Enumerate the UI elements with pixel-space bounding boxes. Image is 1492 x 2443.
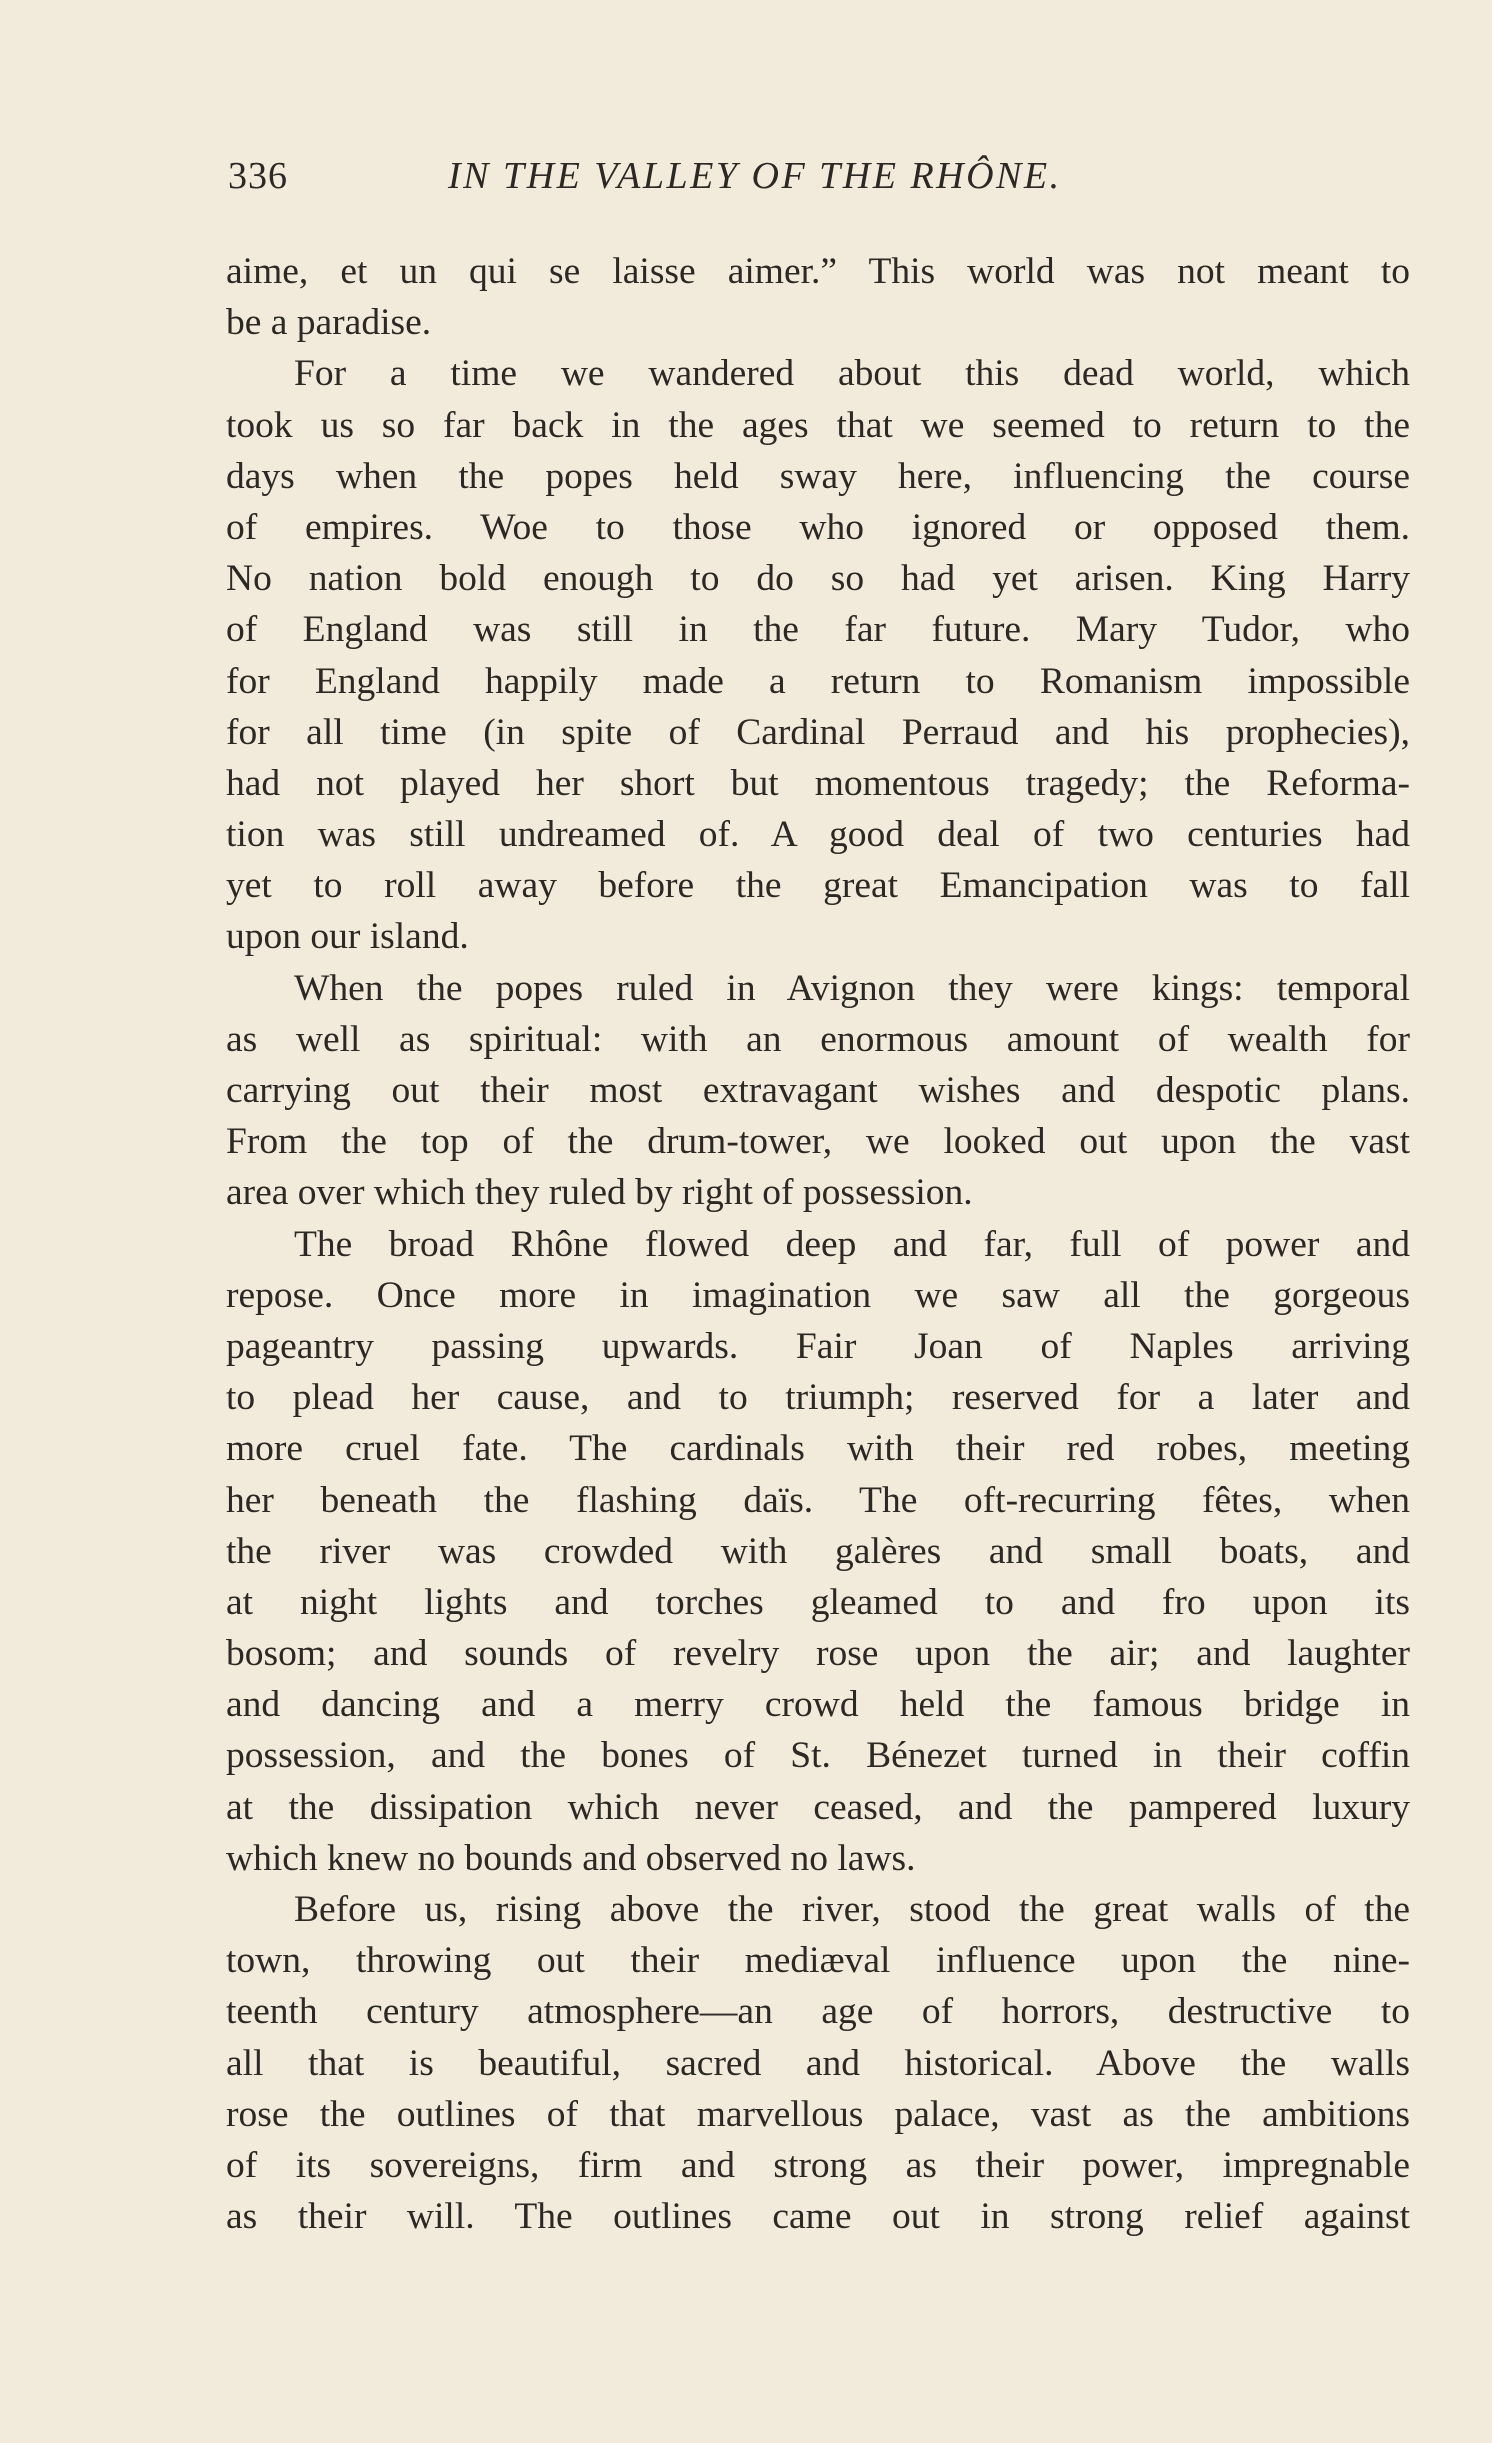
text-line: of its sovereigns, firm and strong as their power, impregnable (226, 2144, 1410, 2186)
text-line: as well as spiritual: with an enormous amount of wealth for (226, 1018, 1410, 1060)
text-line: yet to roll away before the great Emancipation was to fall (226, 865, 1410, 907)
text-line: of empires. Woe to those who ignored or opposed them. (226, 506, 1410, 548)
text-line: No nation bold enough to do so had yet arisen. King Harry (226, 558, 1410, 600)
text-line: for all time (in spite of Cardinal Perraud and his prophecies), (226, 711, 1410, 753)
text-line: bosom; and sounds of revelry rose upon the air; and laughter (226, 1633, 1410, 1675)
text-line: all that is beautiful, sacred and historical. Above the walls (226, 2042, 1410, 2084)
text-line: possession, and the bones of St. Bénezet turned in their coffin (226, 1735, 1410, 1777)
text-line: Before us, rising above the river, stood the great walls of the (294, 1889, 1410, 1930)
text-line: be a paradise. (226, 302, 432, 344)
text-line: carrying out their most extravagant wishes and despotic plans. (226, 1070, 1410, 1111)
text-line: pageantry passing upwards. Fair Joan of Naples arriving (226, 1325, 1410, 1367)
text-line: area over which they ruled by right of possession. (226, 1172, 973, 1214)
text-line: at the dissipation which never ceased, and the pampered luxury (226, 1786, 1410, 1828)
text-line: aime, et un qui se laisse aimer.” This world was not meant to (226, 251, 1410, 292)
text-line: her beneath the flashing daïs. The oft-recurring fêtes, when (226, 1479, 1410, 1521)
text-line: repose. Once more in imagination we saw all the gorgeous (226, 1274, 1410, 1316)
page-header (222, 150, 1407, 210)
text-line: more cruel fate. The cardinals with their red robes, meeting (226, 1428, 1410, 1470)
text-line: took us so far back in the ages that we seemed to return to the (226, 404, 1410, 446)
text-line: which knew no bounds and observed no laws. (226, 1837, 916, 1879)
text-line: as their will. The outlines came out in strong relief against (226, 2196, 1410, 2238)
text-line: days when the popes held sway here, influencing the course (226, 455, 1410, 497)
text-line: for England happily made a return to Romanism impossible (226, 660, 1410, 702)
page-number: 336 (228, 155, 288, 197)
text-line: to plead her cause, and to triumph; reserved for a later and (226, 1377, 1410, 1419)
text-line: the river was crowded with galères and small boats, and (226, 1530, 1410, 1572)
running-title: IN THE VALLEY OF THE RHÔNE. (448, 155, 1062, 197)
text-line: rose the outlines of that marvellous palace, vast as the ambitions (226, 2093, 1410, 2135)
text-line: at night lights and torches gleamed to and fro upon its (226, 1581, 1410, 1623)
text-line: tion was still undreamed of. A good deal of two centuries had (226, 814, 1410, 856)
text-line: upon our island. (226, 916, 469, 958)
text-line: teenth century atmosphere—an age of horrors, destructive to (226, 1991, 1410, 2033)
text-line: The broad Rhône flowed deep and far, full of power and (294, 1223, 1410, 1265)
text-line: When the popes ruled in Avignon they were kings: temporal (294, 967, 1410, 1009)
text-line: town, throwing out their mediæval influence upon the nine- (226, 1940, 1410, 1982)
text-line: and dancing and a merry crowd held the famous bridge in (226, 1684, 1410, 1726)
text-line: had not played her short but momentous tragedy; the Reforma- (226, 762, 1410, 804)
body-text (226, 246, 1410, 2242)
text-line: For a time we wandered about this dead world, which (294, 353, 1410, 395)
text-line: From the top of the drum-tower, we looked out upon the vast (226, 1121, 1410, 1163)
text-line: of England was still in the far future. Mary Tudor, who (226, 609, 1410, 651)
